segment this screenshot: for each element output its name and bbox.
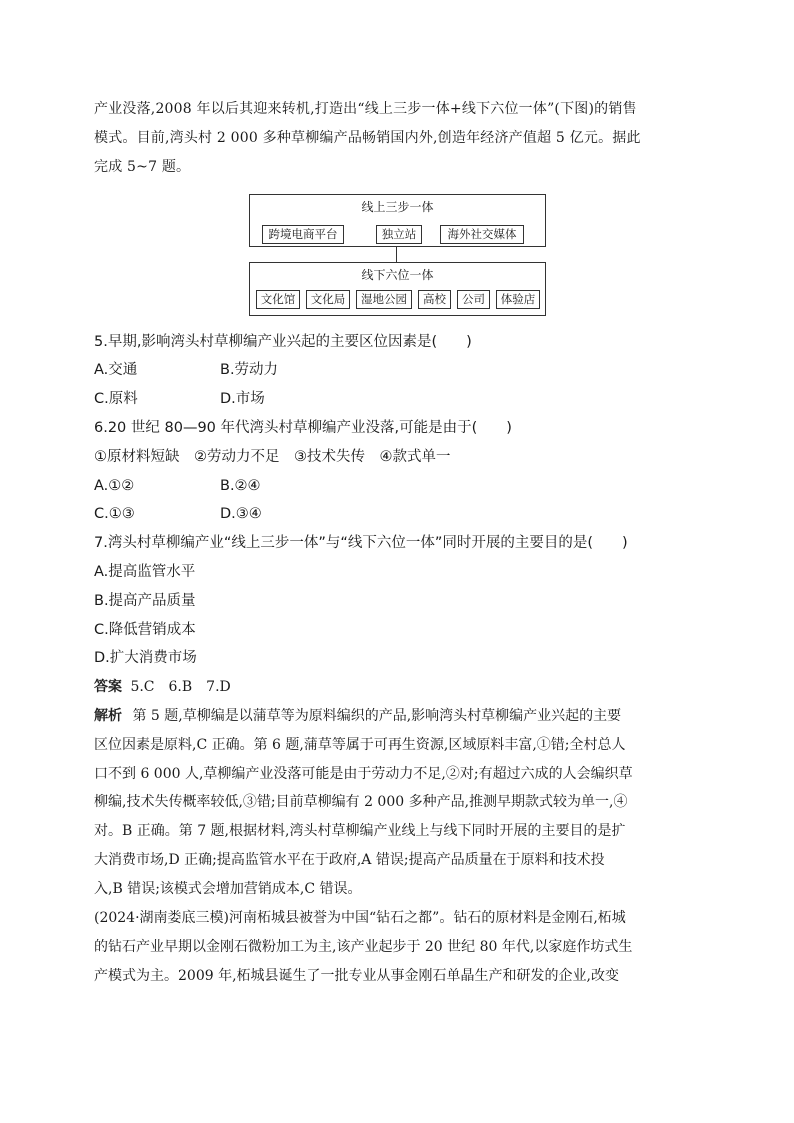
- analysis-label: 解析: [94, 708, 122, 724]
- offline-item: 湿地公园: [356, 290, 412, 309]
- q5-option-d: D.市场: [220, 391, 265, 407]
- offline-item: 公司: [457, 290, 490, 309]
- analysis-line-5: 对。B 正确。第 7 题,根据材料,湾头村草柳编产业线上与线下同时开展的主要目的是扩: [94, 823, 626, 839]
- q7-option-b: B.提高产品质量: [94, 593, 196, 609]
- analysis-line-1: [94, 706, 621, 726]
- question-6-stem: 6.20 世纪 80—90 年代湾头村草柳编产业没落,可能是由于( ): [94, 420, 512, 436]
- q6-option-d: D.③④: [220, 506, 262, 522]
- analysis-line-2: 区位因素是原料,C 正确。第 6 题,蒲草等属于可再生资源,区域原料丰富,①错;全村总人: [94, 737, 626, 753]
- answer-label: 答案: [94, 679, 122, 695]
- q7-option-d: D.扩大消费市场: [94, 650, 197, 666]
- online-item: 海外社交媒体: [440, 225, 524, 244]
- intro-line-2: 模式。目前,湾头村 2 000 多种草柳编产品畅销国内外,创造年经济产值超 5 亿元。据此: [94, 130, 641, 146]
- question-5-stem: 5.早期,影响湾头村草柳编产业兴起的主要区位因素是( ): [94, 334, 472, 350]
- offline-item: 文化馆: [256, 290, 300, 309]
- question-7-stem: 7.湾头村草柳编产业“线上三步一体”与“线下六位一体”同时开展的主要目的是( ): [94, 535, 628, 551]
- q6-option-c: C.①③: [94, 506, 135, 522]
- online-item: 跨境电商平台: [262, 225, 344, 244]
- offline-title: 线下六位一体: [361, 268, 434, 282]
- offline-item: 体验店: [496, 290, 540, 309]
- analysis-line-6: 大消费市场,D 正确;提高监管水平在于政府,A 错误;提高产品质量在于原料和技术投: [94, 852, 605, 868]
- answer-text: 5.C 6.B 7.D: [130, 679, 231, 695]
- offline-item: 高校: [418, 290, 451, 309]
- analysis-line-4: 柳编,技术失传概率较低,③错;目前草柳编有 2 000 多种产品,推测早期款式较为单一,④: [94, 794, 628, 810]
- online-title: 线上三步一体: [361, 200, 434, 214]
- intro-line-1: 产业没落,2008 年以后其迎来转机,打造出“线上三步一体+线下六位一体”(下图)的销售: [94, 101, 637, 117]
- q7-option-a: A.提高监管水平: [94, 564, 196, 580]
- q6-option-b: B.②④: [220, 478, 261, 494]
- offline-box: [249, 262, 546, 316]
- q5-option-a: A.交通: [94, 362, 138, 378]
- q5-option-b: B.劳动力: [220, 362, 279, 378]
- q6-option-a: A.①②: [94, 478, 135, 494]
- connector-line: [396, 246, 397, 262]
- analysis-text: 第 5 题,草柳编是以蒲草等为原料编织的产品,影响湾头村草柳编产业兴起的主要: [132, 708, 622, 724]
- passage-line-3: 产模式为主。2009 年,柘城县诞生了一批专业从事金刚石单晶生产和研发的企业,改变: [94, 968, 619, 984]
- analysis-line-7: 入,B 错误;该模式会增加营销成本,C 错误。: [94, 881, 362, 897]
- passage-line-1: (2024·湖南娄底三模)河南柘城县被誉为中国“钻石之都”。钻石的原材料是金刚石,柘城: [94, 910, 626, 926]
- answer-line: [94, 677, 231, 697]
- passage-line-2: 的钻石产业早期以金刚石微粉加工为主,该产业起步于 20 世纪 80 年代,以家庭作坊式生: [94, 939, 633, 955]
- q5-option-c: C.原料: [94, 391, 138, 407]
- offline-item: 文化局: [306, 290, 350, 309]
- online-box: [249, 194, 546, 247]
- intro-line-3: 完成 5~7 题。: [94, 159, 191, 175]
- analysis-line-3: 口不到 6 000 人,草柳编产业没落可能是由于劳动力不足,②对;有超过六成的人会编织草: [94, 766, 633, 782]
- q6-statements: ①原材料短缺 ②劳动力不足 ③技术失传 ④款式单一: [94, 449, 451, 465]
- online-item: 独立站: [376, 225, 422, 244]
- q7-option-c: C.降低营销成本: [94, 622, 196, 638]
